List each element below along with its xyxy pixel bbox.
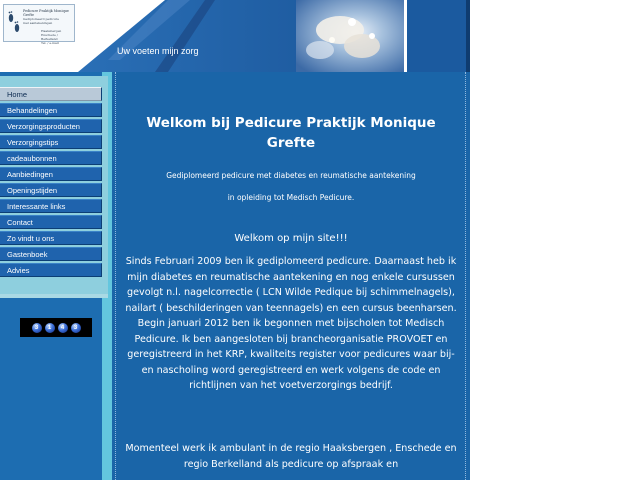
work-area-paragraph: Momenteel werk ik ambulant in de regio Haaksbergen , Enschede en regio Berkelland als pedicure op afspraak en [125, 443, 457, 470]
sidebar [0, 72, 112, 480]
nav-item-zo-vindt-u-ons[interactable]: Zo vindt u ons [0, 231, 102, 245]
logo-line: Tel. / e-mail [41, 41, 59, 45]
main-content [112, 72, 470, 480]
logo-line: Haaksbergen [41, 29, 62, 33]
counter-digit: 1 [45, 323, 55, 333]
site-header [0, 0, 470, 72]
nav-item-advies[interactable]: Advies [0, 263, 102, 277]
counter-digit: 3 [71, 323, 81, 333]
nav-item-openingstijden[interactable]: Openingstijden [0, 183, 102, 197]
logo-line: Gediplomeerd pedicure [23, 17, 59, 21]
counter-digit: 3 [32, 323, 42, 333]
intro-paragraph: Sinds Februari 2009 ben ik gediplomeerd pedicure. Daarnaast heb ik mijn diabetes en reumatische aantekening en nog enkele cursussen gevolgt n.l. nagelcorrectie ( LCN Wilde Pedique bij schimmelnagels), nailart ( beschilderingen van teennagels) en een cursus beenharsen. Begin januari 2012 ben ik begonnen met bijscholen tot Medisch Pedicure. Ik ben aangesloten bij brancheorganisatie PROVOET en geregistreerd in het KRP, kwaliteits register voor pedicures waar bij- en nascholing word geregistreerd en werk volgens de code en richtlijnen van het voetverzorgings bedrijf. [125, 256, 457, 391]
subtitle-qualification: Gediplomeerd pedicure met diabetes en reumatische aantekening [166, 171, 416, 180]
nav-item-home[interactable]: Home [0, 87, 102, 101]
page-title: Welkom bij Pedicure Praktijk Monique Grefte [146, 115, 436, 151]
counter-digit: 4 [58, 323, 68, 333]
nav-panel [0, 76, 108, 298]
footprint-icon [7, 10, 21, 36]
logo-line-name: Pedicure Praktijk Monique Grefte [23, 9, 69, 17]
nav-item-verzorgingstips[interactable]: Verzorgingstips [0, 135, 102, 149]
visitor-counter [20, 318, 92, 337]
nav-item-behandelingen[interactable]: Behandelingen [0, 103, 102, 117]
logo[interactable] [3, 4, 75, 45]
nav-item-cadeaubonnen[interactable]: cadeaubonnen [0, 151, 102, 165]
tagline: Uw voeten mijn zorg [117, 46, 199, 56]
logo-line: met aantekeningen [23, 21, 53, 25]
welcome-text: Welkom op mijn site!!! [234, 233, 348, 244]
nav-item-interessante-links[interactable]: Interessante links [0, 199, 102, 213]
page-background [470, 0, 640, 480]
nav-item-contact[interactable]: Contact [0, 215, 102, 229]
nav-item-verzorgingsproducten[interactable]: Verzorgingsproducten [0, 119, 102, 133]
main-nav [0, 87, 102, 279]
nav-item-gastenboek[interactable]: Gastenboek [0, 247, 102, 261]
logo-text [23, 9, 73, 45]
subtitle-training: in opleiding tot Medisch Pedicure. [227, 193, 355, 202]
logo-line: Enschede / Berkelland [41, 33, 58, 41]
nav-item-aanbiedingen[interactable]: Aanbiedingen [0, 167, 102, 181]
